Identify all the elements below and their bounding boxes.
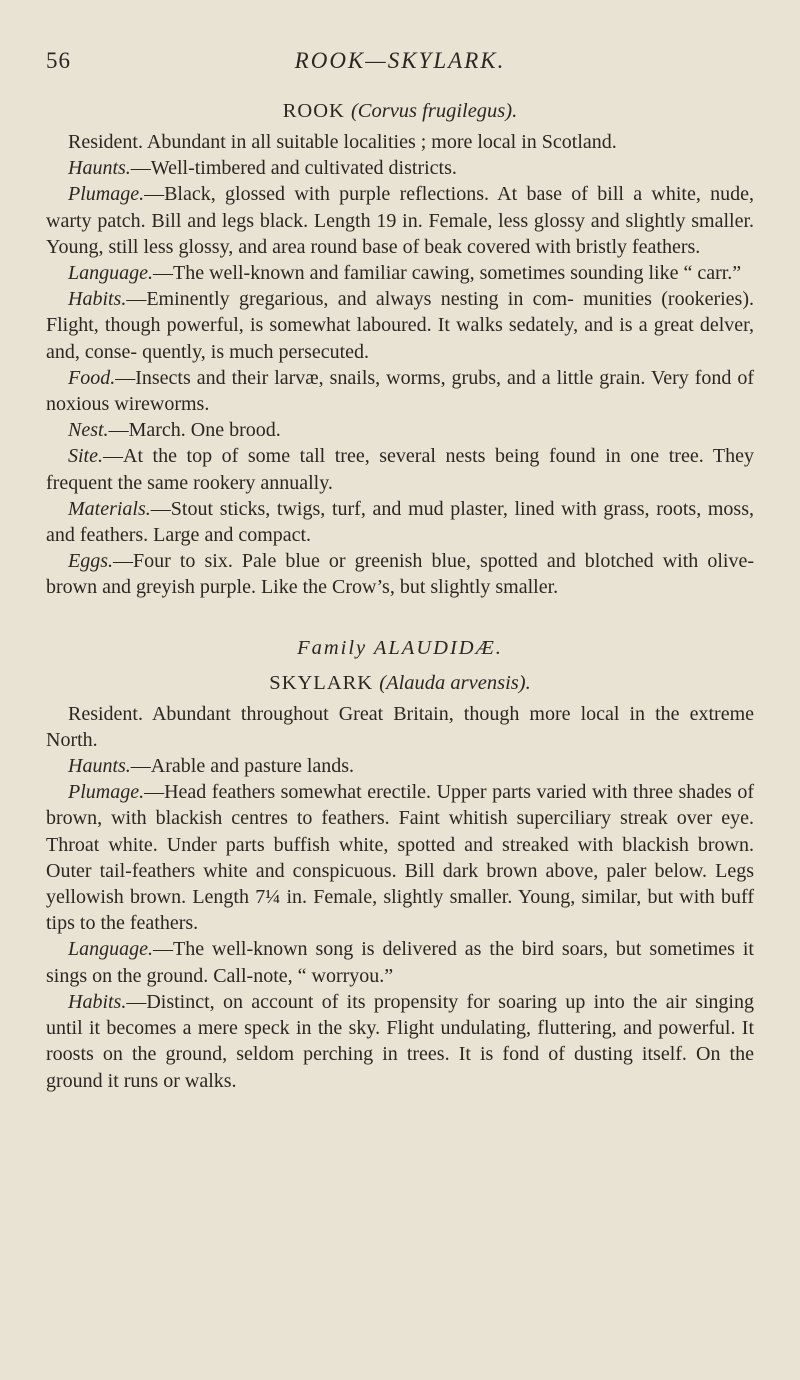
- entry-text: —March. One brood.: [108, 419, 281, 442]
- entry-label: Habits.: [68, 288, 127, 311]
- rook-latin-name: (Corvus frugilegus).: [350, 100, 518, 122]
- entry-label: Language.: [68, 262, 153, 285]
- skylark-entry: [46, 701, 754, 753]
- entry-label: Plumage.: [68, 183, 145, 206]
- rook-name: ROOK: [282, 100, 345, 122]
- rook-entry: [46, 286, 754, 365]
- entry-label: Haunts.: [68, 157, 131, 180]
- skylark-entry: [46, 753, 754, 779]
- entry-text: Abundant in all suitable localities ; more local in Scotland.: [143, 131, 617, 153]
- rook-entry: [46, 129, 754, 155]
- entry-label: Materials.: [68, 497, 151, 520]
- entry-label: Language.: [68, 938, 153, 961]
- entry-text: —The well-known and familiar cawing, sometimes sounding like “ carr.”: [153, 262, 742, 285]
- rook-entry: [46, 496, 754, 548]
- entry-text: —Four to six. Pale blue or greenish blue, spotted and blotched with olive-brown and greyish purple. Like the Crow’s, but slightly smaller.: [46, 550, 754, 599]
- rook-heading: [46, 100, 754, 123]
- entry-text: —Head feathers somewhat erectile. Upper parts varied with three shades of brown, with blackish centres to feathers. Faint whitish superciliary streak over eye. Throat white. Under parts buffish white, spotted and streaked with blackish brown. Outer tail-feathers white and conspicuous. Bill dark brown above, paler below. Legs yellowish brown. Length 7¼ in. Female, slightly smaller. Young, similar, but with buff tips to the feathers.: [46, 781, 754, 935]
- entry-label: Resident.: [68, 702, 143, 725]
- skylark-latin-name: (Alauda arvensis).: [379, 671, 531, 694]
- running-head: [46, 40, 754, 80]
- running-head-title: ROOK—SKYLARK.: [294, 48, 506, 73]
- rook-entry: [46, 443, 754, 495]
- family-heading: Family ALAUDIDÆ.: [297, 636, 503, 659]
- entry-text: —Distinct, on account of its propensity for soaring up into the air singing until it becomes a mere speck in the sky. Flight undulating, fluttering, and powerful. It roosts on the ground, seldom perching in trees. It is fond of dusting itself. On the ground it runs or walks.: [46, 990, 754, 1092]
- rook-entry: [46, 417, 754, 443]
- page-number: 56: [46, 48, 71, 73]
- entry-text: —The well-known song is delivered as the bird soars, but sometimes it sings on the ground. Call-note, “ worryou.”: [46, 938, 754, 987]
- rook-entry: [46, 181, 754, 260]
- entry-label: Habits.: [68, 990, 127, 1013]
- entry-label: Food.: [68, 366, 116, 389]
- entry-text: —Insects and their larvæ, snails, worms, grubs, and a little grain. Very fond of noxious wireworms.: [46, 366, 754, 416]
- entry-label: Nest.: [68, 419, 109, 442]
- entry-label: Plumage.: [68, 781, 145, 804]
- entry-label: Site.: [68, 445, 103, 468]
- rook-entry: [46, 365, 754, 417]
- entry-text: —Black, glossed with purple reflections. At base of bill a white, nude, warty patch. Bill and legs black. Length 19 in. Female, less glossy and slightly smaller. Young, still less glossy, and area round base of beak covered with bristly feathers.: [46, 183, 754, 258]
- skylark-entry: [46, 936, 754, 988]
- skylark-entry: [46, 779, 754, 936]
- rook-entry: [46, 548, 754, 600]
- skylark-heading: [46, 672, 754, 695]
- entry-text: —Eminently gregarious, and always nesting in com- munities (rookeries). Flight, though powerful, is somewhat laboured. It walks sedately, and is a great delver, and, conse- quently, is much persecuted.: [46, 288, 754, 363]
- entry-text: —Arable and pasture lands.: [130, 755, 355, 778]
- entry-text: —Well-timbered and cultivated districts.: [130, 157, 457, 180]
- skylark-name: SKYLARK: [269, 671, 374, 694]
- entry-text: —Stout sticks, twigs, turf, and mud plaster, lined with grass, roots, moss, and feathers. Large and compact.: [46, 497, 754, 547]
- entry-label: Resident.: [68, 131, 143, 153]
- rook-entry: [46, 260, 754, 286]
- entry-label: Eggs.: [68, 550, 113, 573]
- entry-text: —At the top of some tall tree, several nests being found in one tree. They frequent the same rookery annually.: [46, 445, 754, 494]
- rook-entry: [46, 155, 754, 181]
- skylark-entry: [46, 989, 754, 1094]
- entry-text: Abundant throughout Great Britain, though more local in the extreme North.: [46, 702, 754, 751]
- skylark-entries: [46, 701, 754, 1094]
- rook-entries: [46, 129, 754, 601]
- entry-label: Haunts.: [68, 755, 131, 778]
